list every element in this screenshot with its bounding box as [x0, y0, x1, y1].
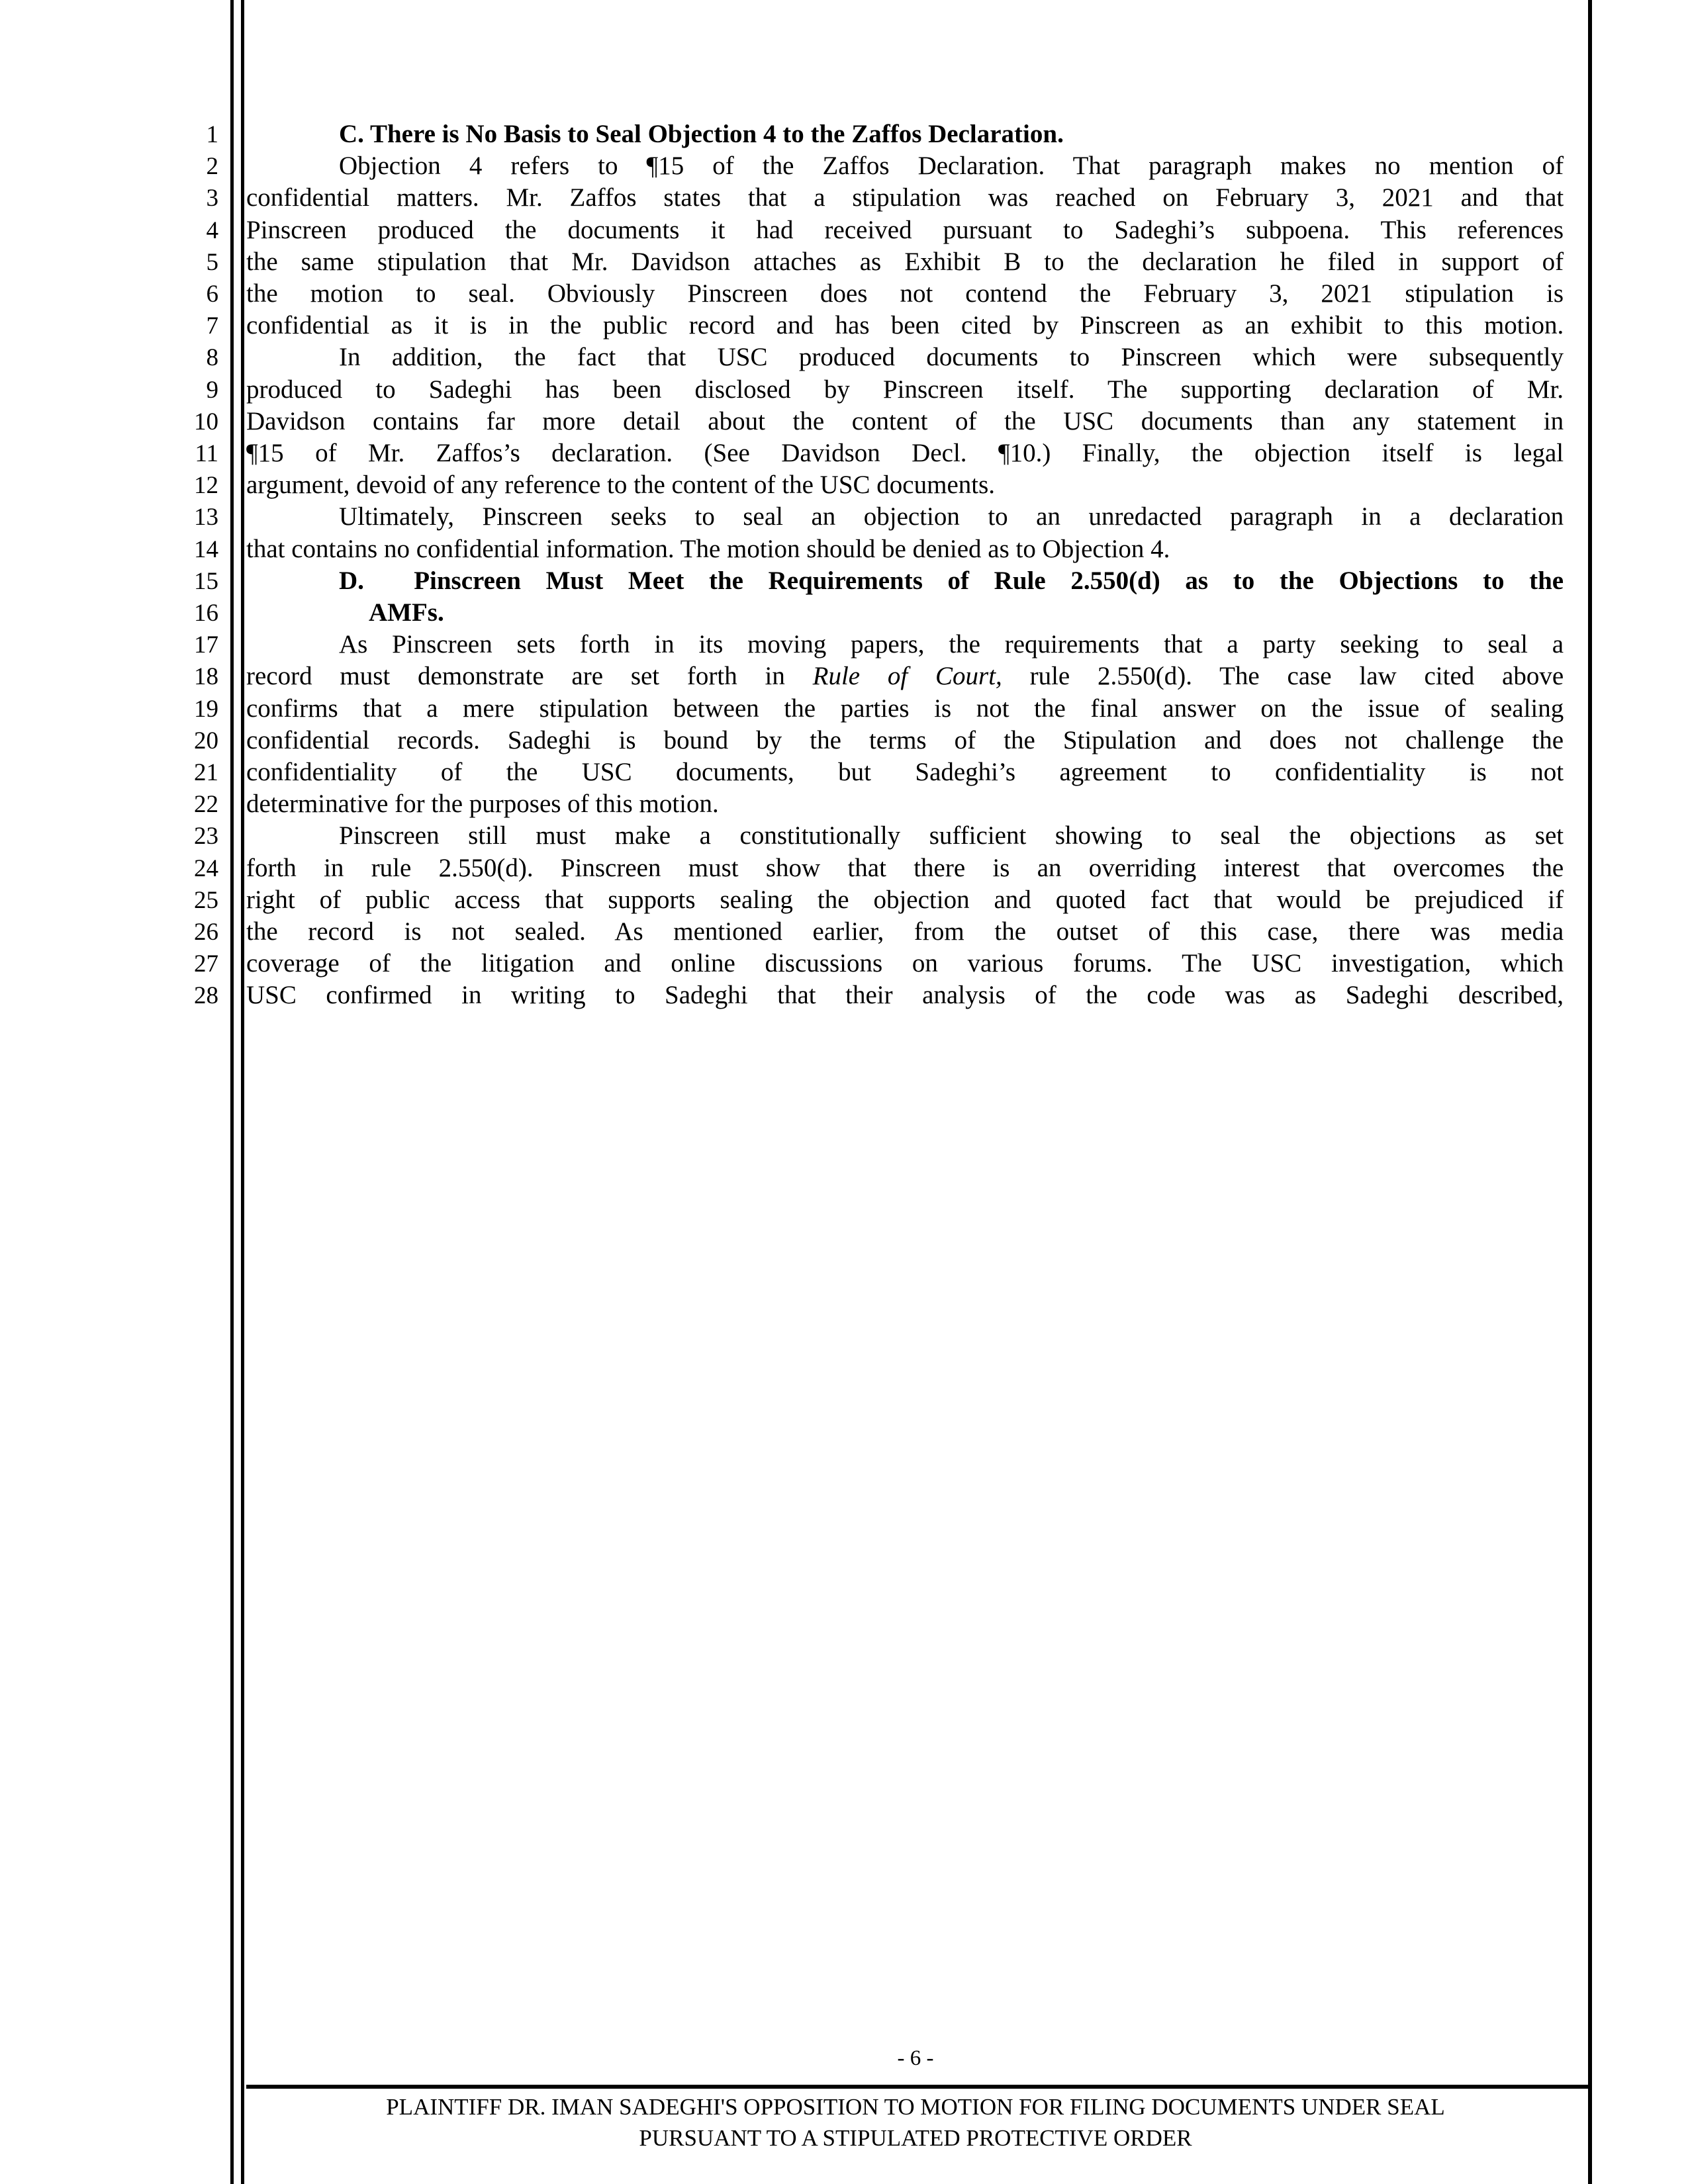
line-number: 22 — [194, 791, 218, 819]
document-line: confidential as it is in the public record and has been cited by Pinscreen as an exhibit to this motion. — [246, 311, 1564, 340]
line-number: 6 — [206, 281, 218, 308]
line-number: 27 — [194, 950, 218, 978]
line-number: 25 — [194, 886, 218, 914]
footer-line-1: PLAINTIFF DR. IMAN SADEGHI'S OPPOSITION TO MOTION FOR FILING DOCUMENTS UNDER SEAL — [386, 2094, 1445, 2120]
document-line: ¶15 of Mr. Zaffos’s declaration. (See Davidson Decl. ¶10.) Finally, the objection itself is legal — [246, 439, 1564, 467]
line-number: 23 — [194, 823, 218, 850]
line-number: 13 — [194, 504, 218, 531]
document-line: Pinscreen produced the documents it had received pursuant to Sadeghi’s subpoena. This references — [246, 215, 1564, 244]
line-number: 12 — [194, 472, 218, 500]
line-number: 15 — [194, 567, 218, 595]
line-number: 10 — [194, 408, 218, 435]
left-outer-vertical-rule — [230, 0, 234, 2184]
document-line: argument, devoid of any reference to the content of the USC documents. — [246, 471, 996, 500]
document-line: confidential matters. Mr. Zaffos states that a stipulation was reached on February 3, 2021 and that — [246, 183, 1564, 212]
document-line: the record is not sealed. As mentioned earlier, from the outset of this case, there was media — [246, 917, 1564, 946]
document-line: Pinscreen still must make a constitutionally sufficient showing to seal the objections as set — [339, 821, 1564, 850]
document-line: In addition, the fact that USC produced documents to Pinscreen which were subsequently — [339, 343, 1564, 372]
line-number: 9 — [206, 376, 218, 404]
line-number: 24 — [194, 854, 218, 882]
document-line: that contains no confidential information. The motion should be denied as to Objection 4. — [246, 534, 1170, 563]
footer-caption — [246, 2091, 1585, 2154]
line-number: 16 — [194, 600, 218, 627]
document-line: AMFs. — [369, 598, 444, 627]
document-line: As Pinscreen sets forth in its moving papers, the requirements that a party seeking to seal a — [339, 630, 1564, 659]
document-line: forth in rule 2.550(d). Pinscreen must show that there is an overriding interest that overcomes the — [246, 853, 1564, 882]
line-number: 1 — [206, 121, 218, 148]
document-line: the motion to seal. Obviously Pinscreen does not contend the February 3, 2021 stipulation is — [246, 279, 1564, 308]
line-number: 5 — [206, 248, 218, 276]
document-line: right of public access that supports sealing the objection and quoted fact that would be prejudiced if — [246, 885, 1564, 914]
document-line: determinative for the purposes of this motion. — [246, 790, 719, 819]
line-number: 20 — [194, 727, 218, 754]
line-number: 7 — [206, 312, 218, 340]
left-inner-vertical-rule — [241, 0, 244, 2184]
footer-divider — [246, 2085, 1589, 2089]
page-number: - 6 - — [897, 2046, 934, 2070]
document-line: D. Pinscreen Must Meet the Requirements of Rule 2.550(d) as to the Objections to the — [339, 566, 1564, 595]
line-number: 21 — [194, 759, 218, 786]
document-line: USC confirmed in writing to Sadeghi that their analysis of the code was as Sadeghi described, — [246, 981, 1564, 1010]
footer-line-2: PURSUANT TO A STIPULATED PROTECTIVE ORDER — [639, 2125, 1192, 2151]
line-text-after: rule 2.550(d). The case law cited above — [1029, 662, 1564, 691]
line-number: 14 — [194, 535, 218, 563]
right-vertical-rule — [1588, 0, 1592, 2184]
line-number: 28 — [194, 982, 218, 1010]
line-number: 18 — [194, 663, 218, 691]
document-line: the same stipulation that Mr. Davidson attaches as Exhibit B to the declaration he filed in support of — [246, 247, 1564, 276]
citation-italic: Rule of Court, — [812, 662, 1002, 691]
line-number: 8 — [206, 344, 218, 372]
document-line: Davidson contains far more detail about the content of the USC documents than any statement in — [246, 406, 1564, 435]
document-line: confidentiality of the USC documents, but Sadeghi’s agreement to confidentiality is not — [246, 758, 1564, 786]
document-line: produced to Sadeghi has been disclosed by Pinscreen itself. The supporting declaration of Mr. — [246, 375, 1564, 404]
document-line: C. There is No Basis to Seal Objection 4 to the Zaffos Declaration. — [339, 120, 1064, 148]
line-number: 17 — [194, 631, 218, 659]
line-number: 3 — [206, 185, 218, 212]
line-text-before: record must demonstrate are set forth in — [246, 662, 785, 691]
line-number: 26 — [194, 919, 218, 946]
document-line: Objection 4 refers to ¶15 of the Zaffos Declaration. That paragraph makes no mention of — [339, 152, 1564, 181]
line-number: 4 — [206, 216, 218, 244]
document-line — [246, 662, 1564, 690]
document-line: confidential records. Sadeghi is bound by the terms of the Stipulation and does not challenge the — [246, 725, 1564, 754]
line-number: 11 — [195, 440, 218, 467]
document-line: confirms that a mere stipulation between the parties is not the final answer on the issue of sealing — [246, 694, 1564, 723]
document-line: coverage of the litigation and online discussions on various forums. The USC investigation, which — [246, 949, 1564, 978]
line-number: 19 — [194, 695, 218, 723]
document-line: Ultimately, Pinscreen seeks to seal an objection to an unredacted paragraph in a declaration — [339, 502, 1564, 531]
line-number-gutter — [0, 0, 218, 2184]
line-number: 2 — [206, 153, 218, 181]
